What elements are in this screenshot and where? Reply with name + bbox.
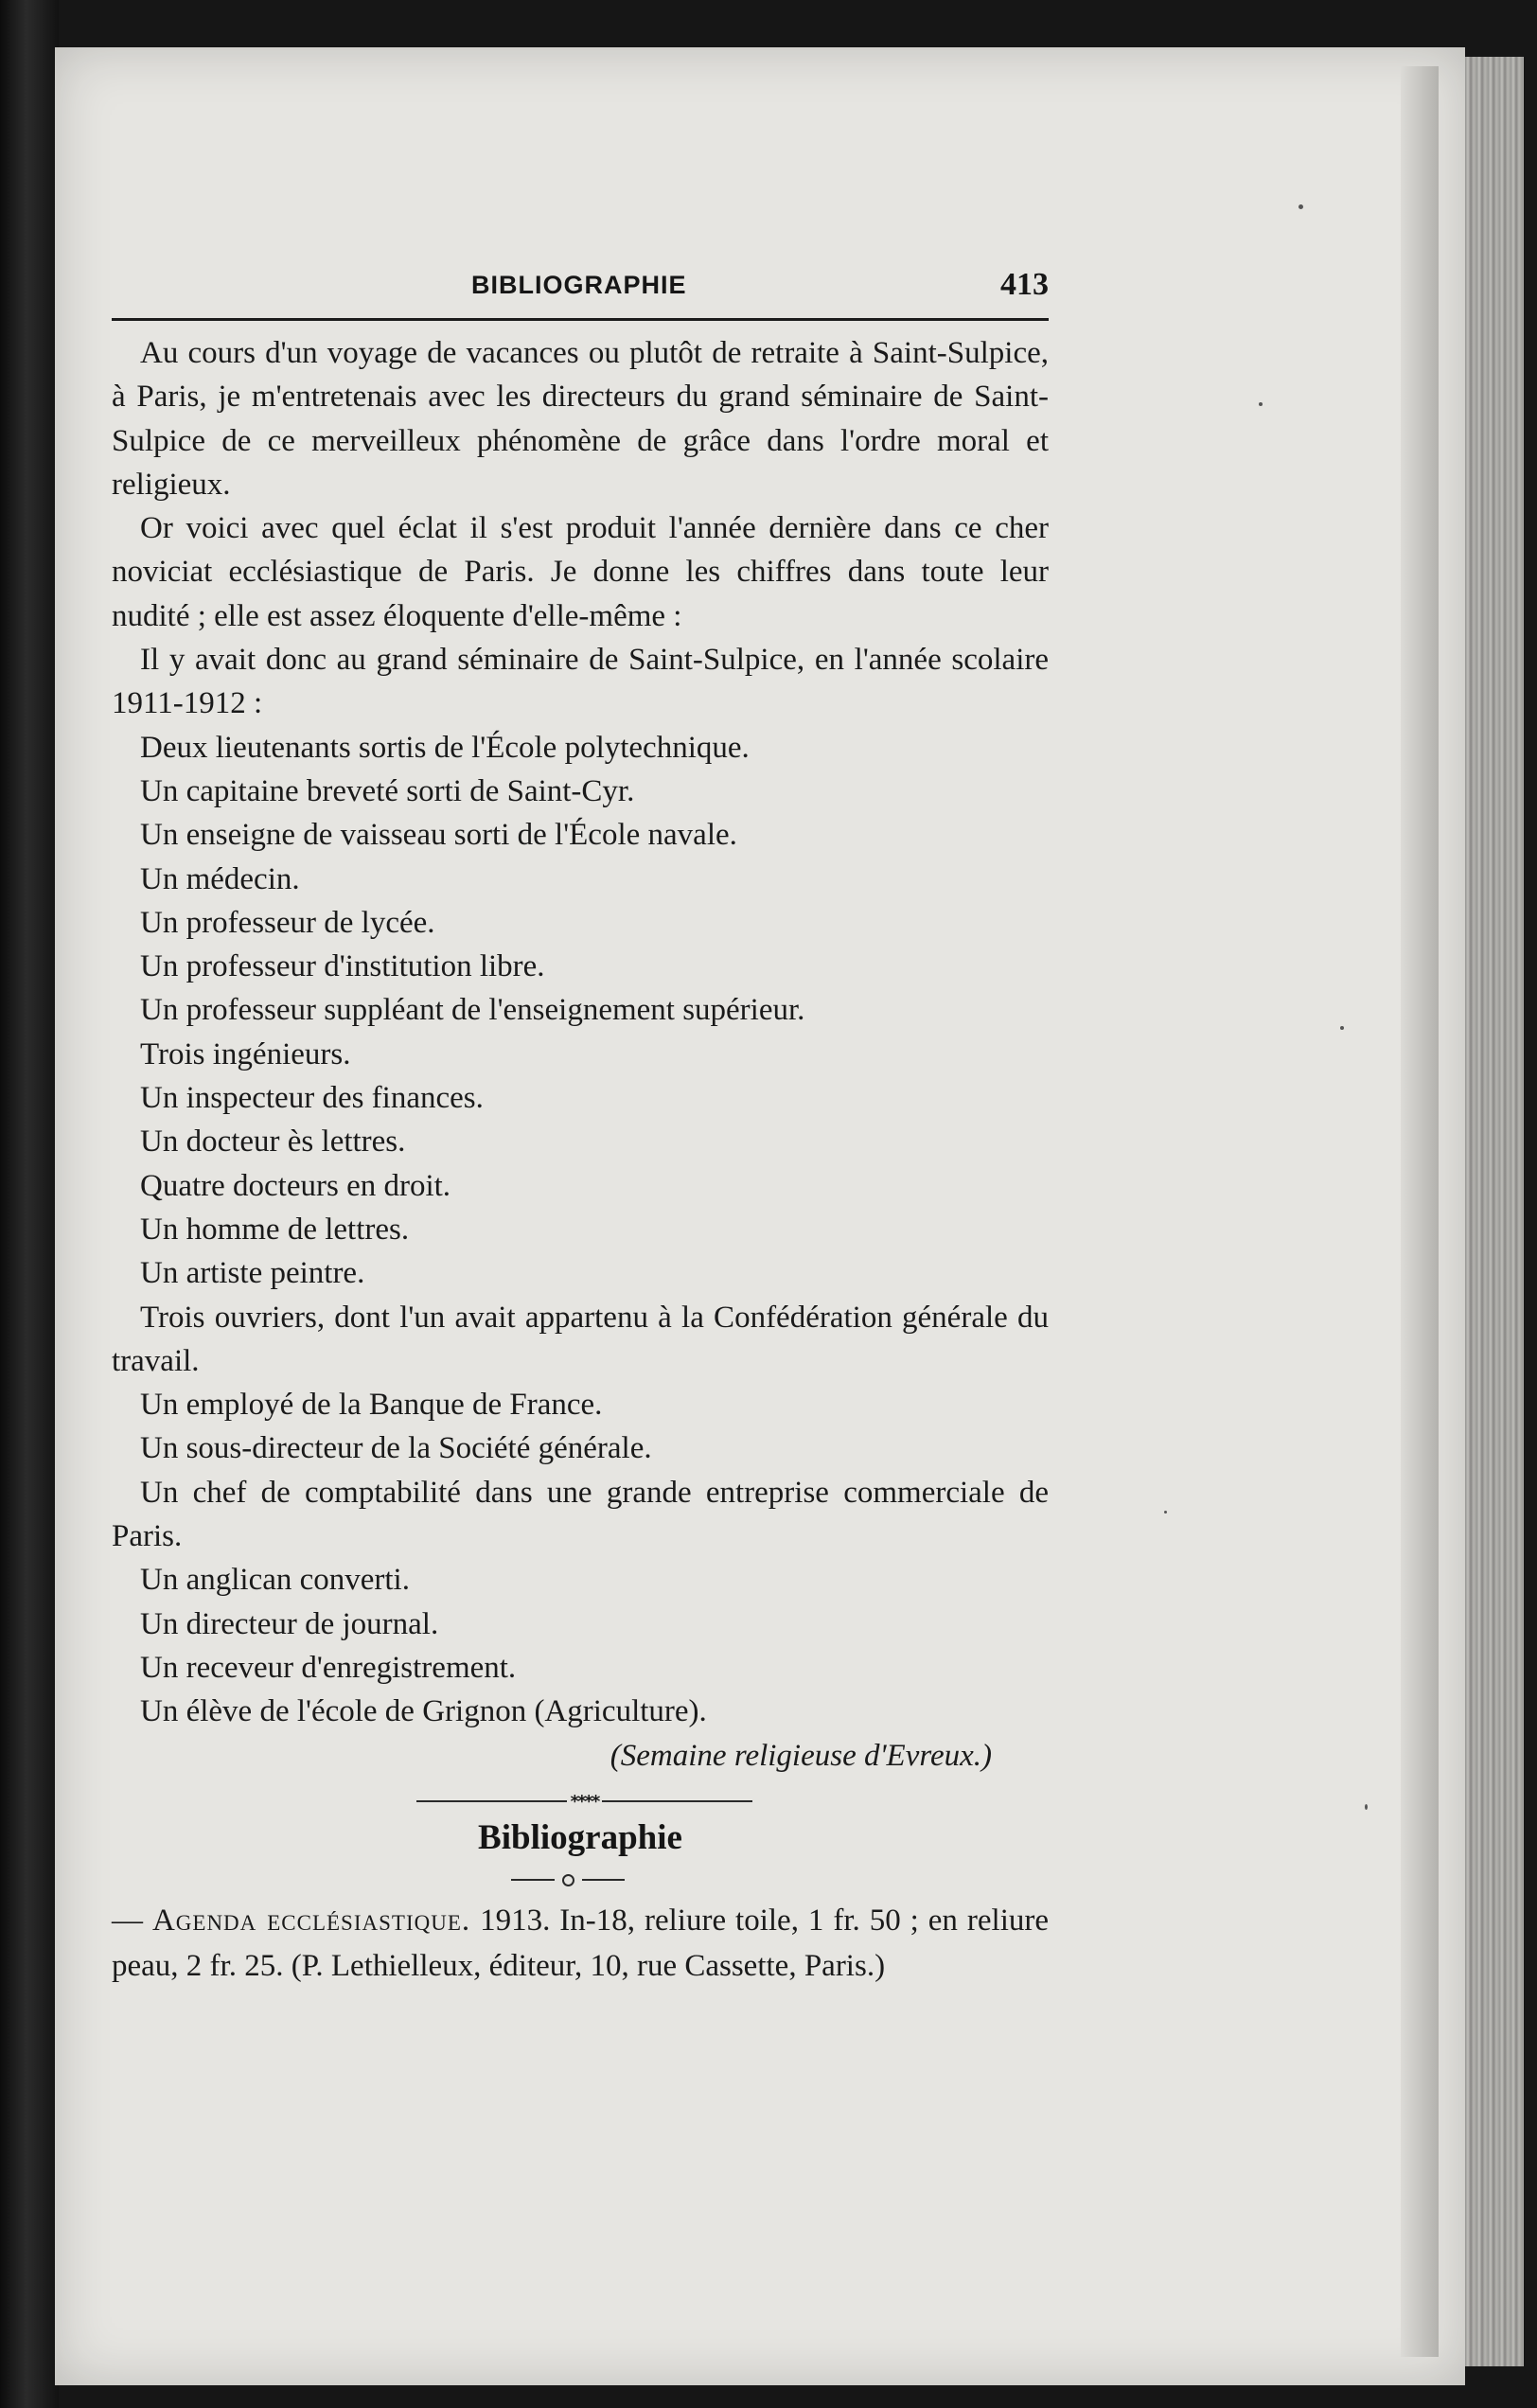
list-item: Trois ouvriers, dont l'un avait appartenu à la Confédération générale du travail. [112, 1300, 1049, 1378]
section-title: Bibliographie [478, 1818, 682, 1857]
header-rule [112, 318, 1049, 321]
divider-stars: **** [570, 1791, 599, 1812]
list-item: Un receveur d'enregistrement. [140, 1650, 517, 1685]
source-citation: (Semaine religieuse d'Evreux.) [610, 1738, 992, 1773]
entry-dash: — [112, 1903, 152, 1938]
list-item: Un artiste peintre. [140, 1256, 365, 1291]
entry-details: 1913. In-18, reliure toile, 1 fr. 50 ; en reliure peau, 2 fr. 25. (P. Lethielleux, éditeur, 10, rue Cassette, Paris.) [112, 1903, 1049, 1983]
ornament-line [582, 1879, 626, 1881]
list-item: Un professeur de lycée. [140, 905, 435, 940]
list-item: Un directeur de journal. [140, 1606, 439, 1641]
list-item: Deux lieutenants sortis de l'École polytechnique. [140, 730, 750, 765]
list-item: Un docteur ès lettres. [140, 1124, 406, 1160]
title-ornament [511, 1868, 625, 1891]
list-item: Trois ingénieurs. [140, 1036, 351, 1071]
running-header-title: BIBLIOGRAPHIE [471, 271, 687, 299]
article-body [112, 331, 1049, 1778]
list-item: Un professeur suppléant de l'enseignement supérieur. [140, 993, 805, 1028]
divider-line [416, 1800, 567, 1802]
list-item: Quatre docteurs en droit. [140, 1168, 451, 1203]
scan-speck [1365, 1804, 1368, 1810]
list-item: Un chef de comptabilité dans une grande entreprise commerciale de Paris. [112, 1475, 1049, 1554]
bibliography-entry [112, 1898, 1049, 1989]
page-number: 413 [1000, 267, 1049, 302]
paragraph: Au cours d'un voyage de vacances ou plutôt de retraite à Saint-Sulpice, à Paris, je m'entretenais avec les directeurs du grand séminaire de Saint-Sulpice de ce merveilleux phénomène de grâce dans l'ordre moral et religieux. [112, 336, 1049, 502]
page-edge-shadow [1401, 66, 1439, 2357]
list-item: Un employé de la Banque de France. [140, 1388, 603, 1423]
scan-speck [1259, 402, 1263, 406]
list-item: Un capitaine breveté sorti de Saint-Cyr. [140, 773, 635, 808]
ornament-line [511, 1879, 555, 1881]
list-item: Un élève de l'école de Grignon (Agriculture). [140, 1694, 707, 1729]
list-item: Un sous-directeur de la Société générale. [140, 1431, 652, 1466]
ornament-circle-icon [562, 1874, 574, 1886]
paragraph: Or voici avec quel éclat il s'est produit l'année dernière dans ce cher noviciat ecclésiastique de Paris. Je donne les chiffres dans toute leur nudité ; elle est assez éloquente d'elle-même : [112, 511, 1049, 633]
scan-speck [1340, 1026, 1344, 1030]
list-item: Un professeur d'institution libre. [140, 949, 545, 984]
entry-title: Agenda ecclésiastique. [151, 1903, 471, 1938]
divider-line [602, 1800, 752, 1802]
list-item: Un inspecteur des finances. [140, 1081, 484, 1116]
section-divider [416, 1787, 752, 1815]
list-item: Un anglican converti. [140, 1563, 410, 1598]
scan-speck [1164, 1511, 1167, 1514]
list-item: Un médecin. [140, 861, 300, 896]
running-header [112, 265, 1049, 318]
paragraph: Il y avait donc au grand séminaire de Saint-Sulpice, en l'année scolaire 1911-1912 : [112, 643, 1049, 721]
scan-speck [1298, 204, 1303, 209]
list-item: Un enseigne de vaisseau sorti de l'École navale. [140, 818, 737, 853]
list-item: Un homme de lettres. [140, 1212, 410, 1247]
binding-edge [0, 0, 59, 2408]
